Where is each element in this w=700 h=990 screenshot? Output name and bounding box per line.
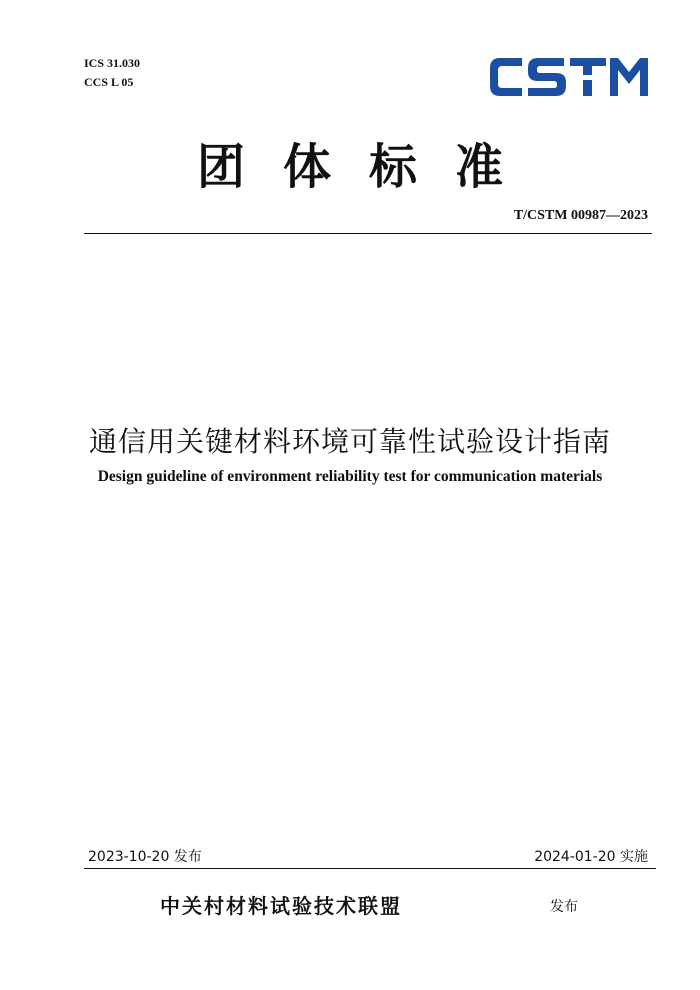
- footer-divider: [84, 868, 656, 869]
- ccs-code: CCS L 05: [84, 75, 134, 89]
- publish-date: 2023-10-20 发布: [88, 849, 202, 865]
- document-title-english: Design guideline of environment reliability test for communication materials: [97, 468, 603, 485]
- ics-code: ICS 31.030: [84, 56, 141, 70]
- document-title-chinese: 通信用关键材料环境可靠性试验设计指南: [88, 425, 611, 458]
- issuing-organization: 中关村材料试验技术联盟: [160, 894, 402, 918]
- implementation-date: 2024-01-20 实施: [534, 849, 648, 865]
- cstm-logo: [486, 54, 652, 100]
- classification-codes: [84, 54, 140, 92]
- cstm-logo-graphic: [486, 54, 652, 100]
- standard-type-heading: 团体标准: [196, 139, 541, 195]
- standard-number: T/CSTM 00987—2023: [513, 208, 648, 223]
- issue-label: 发布: [550, 899, 578, 915]
- header-divider: [84, 233, 652, 234]
